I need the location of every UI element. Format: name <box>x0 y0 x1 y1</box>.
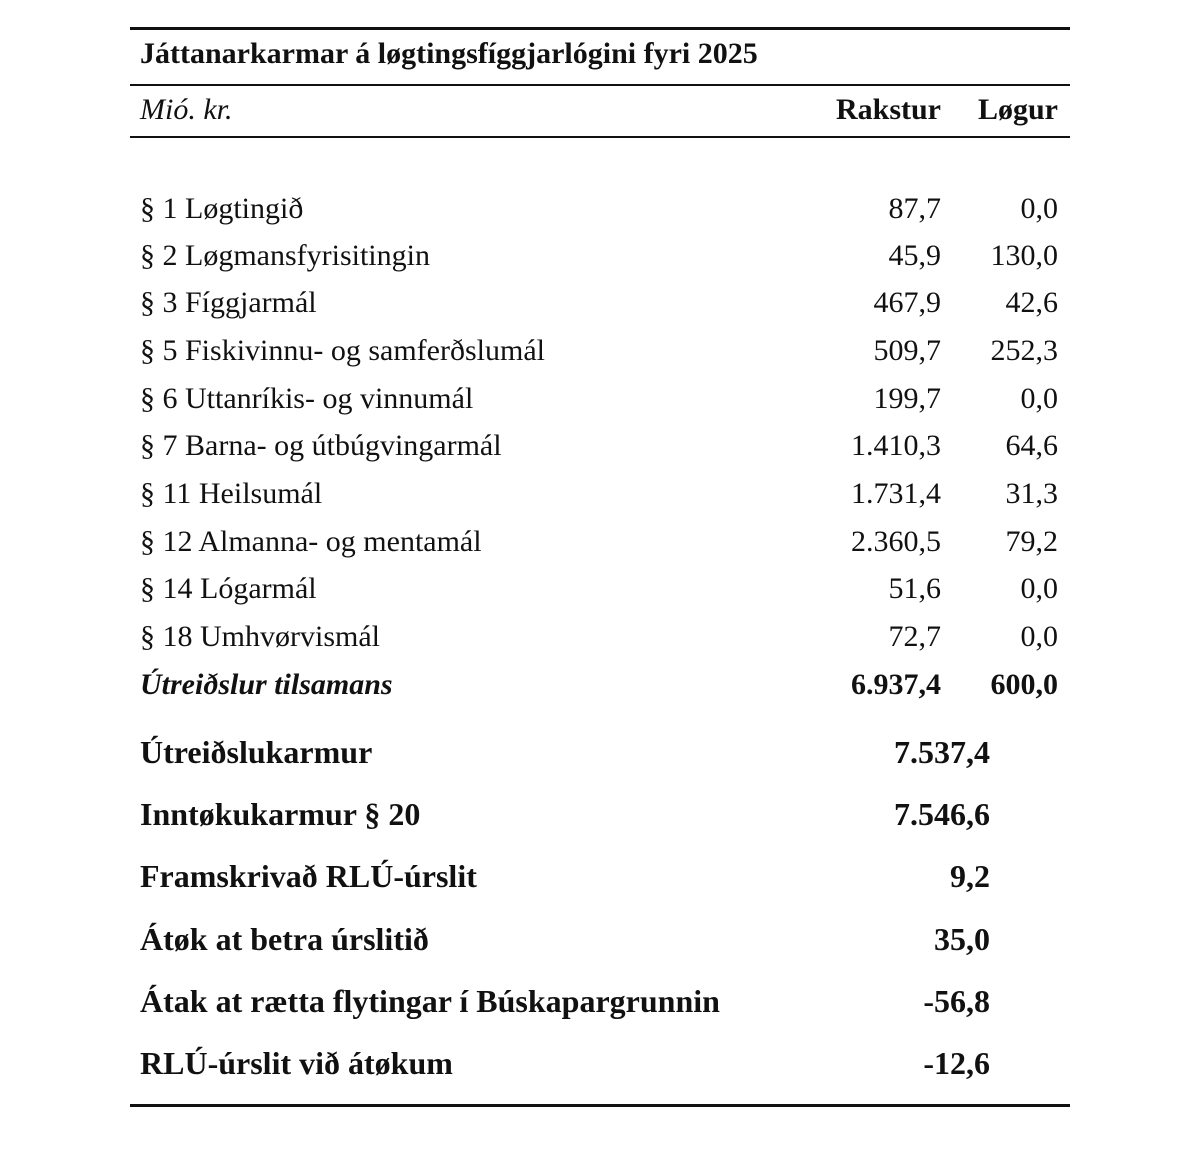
summary-label: RLÚ-úrslit við átøkum <box>140 1045 453 1081</box>
unit-label: Mió. kr. <box>140 93 233 126</box>
table-row <box>0 617 1202 657</box>
table-row <box>0 474 1202 514</box>
row-rakstur: 45,9 <box>888 239 941 272</box>
table-row <box>0 522 1202 562</box>
column-header-rakstur: Rakstur <box>835 93 941 126</box>
row-label: § 14 Lógarmál <box>140 572 317 605</box>
total-logur: 600,0 <box>990 668 1058 701</box>
summary-row <box>0 917 1202 961</box>
summary-value: -12,6 <box>923 1045 990 1081</box>
row-label: § 1 Løgtingið <box>140 192 304 225</box>
row-label: § 12 Almanna- og mentamál <box>140 525 482 558</box>
row-rakstur: 199,7 <box>873 382 941 415</box>
summary-value: 7.546,6 <box>894 796 990 832</box>
row-logur: 31,3 <box>1005 477 1058 510</box>
header-rule <box>130 136 1070 138</box>
total-rakstur: 6.937,4 <box>851 668 941 701</box>
row-rakstur: 2.360,5 <box>851 525 941 558</box>
row-rakstur: 1.410,3 <box>851 429 941 462</box>
row-label: § 7 Barna- og útbúgvingarmál <box>140 429 502 462</box>
summary-label: Útreiðslukarmur <box>140 734 373 770</box>
summary-label: Framskrivað RLÚ-úrslit <box>140 858 477 894</box>
summary-value: 9,2 <box>950 858 990 894</box>
row-label: § 5 Fiskivinnu- og samferðslumál <box>140 334 545 367</box>
row-rakstur: 1.731,4 <box>851 477 941 510</box>
row-logur: 0,0 <box>1020 572 1058 605</box>
bottom-rule <box>130 1104 1070 1107</box>
total-row <box>0 665 1202 705</box>
summary-row <box>0 730 1202 774</box>
table-row <box>0 189 1202 229</box>
table-row <box>0 426 1202 466</box>
table-row <box>0 569 1202 609</box>
column-header-logur: Løgur <box>977 93 1058 126</box>
total-label: Útreiðslur tilsamans <box>140 668 393 701</box>
summary-value: -56,8 <box>923 983 990 1019</box>
row-label: § 11 Heilsumál <box>140 477 323 510</box>
title-rule <box>130 84 1070 86</box>
row-logur: 0,0 <box>1020 620 1058 653</box>
summary-label: Átak at rætta flytingar í Búskapargrunnin <box>140 983 720 1019</box>
row-logur: 42,6 <box>1005 286 1058 319</box>
summary-value: 7.537,4 <box>894 734 990 770</box>
summary-label: Inntøkukarmur § 20 <box>140 796 421 832</box>
summary-value: 35,0 <box>934 921 990 957</box>
row-rakstur: 51,6 <box>888 572 941 605</box>
row-rakstur: 72,7 <box>888 620 941 653</box>
row-label: § 6 Uttanríkis- og vinnumál <box>140 382 474 415</box>
summary-row <box>0 854 1202 898</box>
row-rakstur: 87,7 <box>888 192 941 225</box>
row-label: § 2 Løgmansfyrisitingin <box>140 239 430 272</box>
table-title: Játtanarkarmar á løgtingsfíggjarlógini fyri 2025 <box>140 37 758 70</box>
table-row <box>0 379 1202 419</box>
table-row <box>0 236 1202 276</box>
table-row <box>0 283 1202 323</box>
row-logur: 252,3 <box>990 334 1058 367</box>
row-logur: 64,6 <box>1005 429 1058 462</box>
row-logur: 130,0 <box>990 239 1058 272</box>
row-rakstur: 509,7 <box>873 334 941 367</box>
summary-row <box>0 792 1202 836</box>
top-rule <box>130 27 1070 30</box>
table-row <box>0 331 1202 371</box>
summary-row <box>0 1041 1202 1085</box>
row-logur: 79,2 <box>1005 525 1058 558</box>
row-label: § 18 Umhvørvismál <box>140 620 380 653</box>
row-logur: 0,0 <box>1020 192 1058 225</box>
summary-row <box>0 979 1202 1023</box>
row-logur: 0,0 <box>1020 382 1058 415</box>
row-rakstur: 467,9 <box>873 286 941 319</box>
summary-label: Átøk at betra úrslitið <box>140 921 429 957</box>
row-label: § 3 Fíggjarmál <box>140 286 317 319</box>
